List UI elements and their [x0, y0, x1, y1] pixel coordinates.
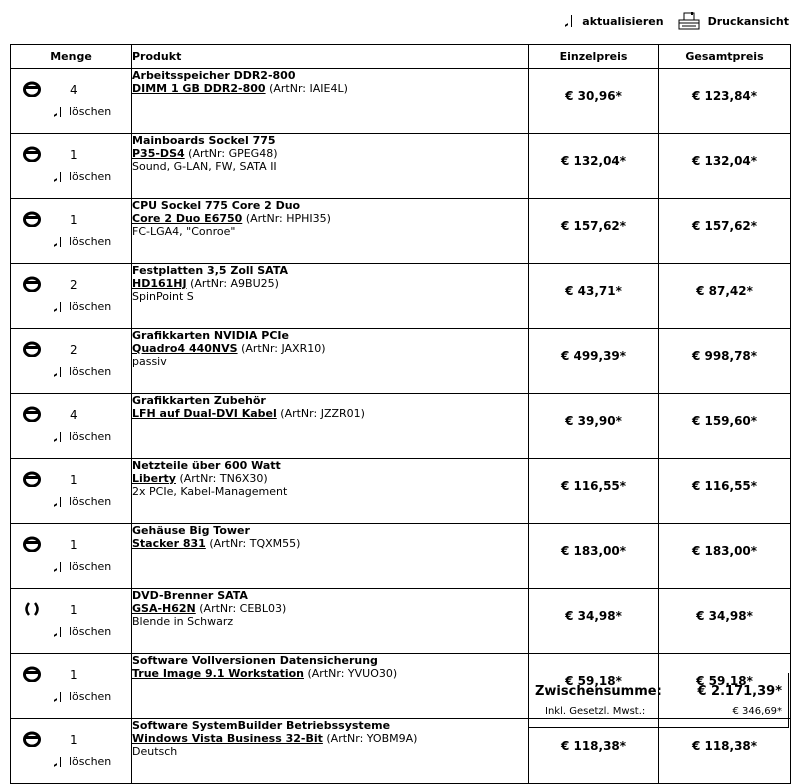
product-cell: [132, 264, 529, 329]
printer-icon: [678, 12, 700, 30]
product-link[interactable]: HD161HJ: [132, 277, 187, 290]
quantity-value[interactable]: 1: [70, 733, 78, 747]
unit-price: € 59,18*: [529, 654, 659, 719]
quantity-select-icon[interactable]: [23, 471, 41, 487]
quantity-select-icon[interactable]: [23, 146, 41, 162]
quantity-cell: [11, 134, 132, 199]
product-description: Blende in Schwarz: [132, 615, 234, 628]
cart-header-row: [11, 45, 791, 69]
delete-icon: [54, 692, 63, 702]
unit-price: € 116,55*: [529, 459, 659, 524]
quantity-select-icon[interactable]: [23, 731, 41, 747]
print-view-link[interactable]: [678, 12, 789, 30]
header-total-price: Gesamtpreis: [659, 45, 791, 69]
product-article-number: (ArtNr: JZZR01): [280, 407, 365, 420]
product-link[interactable]: Core 2 Duo E6750: [132, 212, 243, 225]
cart-row: [11, 589, 791, 654]
cart-row: [11, 264, 791, 329]
delete-label: löschen: [69, 300, 112, 313]
unit-price: € 183,00*: [529, 524, 659, 589]
unit-price: € 118,38*: [529, 719, 659, 784]
total-price: € 159,60*: [659, 394, 791, 459]
quantity-cell: [11, 654, 132, 719]
product-category: Grafikkarten Zubehör: [132, 394, 266, 407]
product-article-number: (ArtNr: JAXR10): [241, 342, 326, 355]
quantity-select-open-icon[interactable]: [23, 601, 41, 617]
total-price: € 116,55*: [659, 459, 791, 524]
vat-value: € 346,69*: [732, 706, 782, 717]
delete-link[interactable]: [54, 170, 111, 183]
product-article-number: (ArtNr: CEBL03): [199, 602, 287, 615]
total-price: € 183,00*: [659, 524, 791, 589]
header-quantity: Menge: [11, 45, 132, 69]
product-link[interactable]: Quadro4 440NVS: [132, 342, 238, 355]
refresh-label: aktualisieren: [582, 14, 664, 28]
cart-row: [11, 459, 791, 524]
delete-link[interactable]: [54, 560, 111, 573]
unit-price: € 34,98*: [529, 589, 659, 654]
product-category: DVD-Brenner SATA: [132, 589, 248, 602]
subtotal-label: Zwischensumme:: [535, 684, 662, 699]
delete-icon: [54, 757, 63, 767]
vat-row: [535, 706, 782, 717]
product-article-number: (ArtNr: GPEG48): [188, 147, 278, 160]
total-price: € 59,18*: [659, 654, 791, 719]
quantity-select-icon[interactable]: [23, 341, 41, 357]
delete-link[interactable]: [54, 430, 111, 443]
quantity-value[interactable]: 2: [70, 278, 78, 292]
delete-icon: [54, 172, 63, 182]
product-link[interactable]: DIMM 1 GB DDR2-800: [132, 82, 266, 95]
product-description: passiv: [132, 355, 167, 368]
product-article-number: (ArtNr: HPHI35): [245, 212, 331, 225]
product-article-number: (ArtNr: IAIE4L): [269, 82, 348, 95]
product-cell: [132, 654, 529, 719]
product-article-number: (ArtNr: TQXM55): [209, 537, 301, 550]
delete-label: löschen: [69, 755, 112, 768]
quantity-cell: [11, 69, 132, 134]
cart-row: [11, 69, 791, 134]
total-price: € 998,78*: [659, 329, 791, 394]
quantity-select-icon[interactable]: [23, 666, 41, 682]
product-description: Sound, G-LAN, FW, SATA II: [132, 160, 277, 173]
subtotal-value: € 2.171,39*: [697, 684, 782, 699]
product-cell: [132, 524, 529, 589]
product-cell: [132, 134, 529, 199]
cart-row: [11, 394, 791, 459]
delete-label: löschen: [69, 690, 112, 703]
delete-label: löschen: [69, 105, 112, 118]
product-cell: [132, 394, 529, 459]
product-cell: [132, 69, 529, 134]
quantity-select-icon[interactable]: [23, 211, 41, 227]
delete-link[interactable]: [54, 105, 111, 118]
delete-icon: [54, 497, 63, 507]
refresh-link[interactable]: [565, 15, 663, 28]
unit-price: € 157,62*: [529, 199, 659, 264]
product-category: Software SystemBuilder Betriebssysteme: [132, 719, 391, 732]
delete-link[interactable]: [54, 690, 111, 703]
product-article-number: (ArtNr: TN6X30): [179, 472, 268, 485]
quantity-cell: [11, 719, 132, 784]
quantity-cell: [11, 329, 132, 394]
delete-label: löschen: [69, 495, 112, 508]
delete-icon: [54, 432, 63, 442]
product-article-number: (ArtNr: A9BU25): [190, 277, 279, 290]
cart-row: [11, 524, 791, 589]
product-cell: [132, 329, 529, 394]
product-article-number: (ArtNr: YVUO30): [307, 667, 398, 680]
product-link[interactable]: Windows Vista Business 32-Bit: [132, 732, 323, 745]
product-description: Deutsch: [132, 745, 178, 758]
total-price: € 132,04*: [659, 134, 791, 199]
quantity-value[interactable]: 1: [70, 603, 78, 617]
quantity-value[interactable]: 1: [70, 538, 78, 552]
delete-link[interactable]: [54, 235, 111, 248]
toolbar: [565, 10, 789, 32]
quantity-select-icon[interactable]: [23, 406, 41, 422]
quantity-value[interactable]: 1: [70, 148, 78, 162]
cart-row: [11, 329, 791, 394]
unit-price: € 30,96*: [529, 69, 659, 134]
product-cell: [132, 199, 529, 264]
delete-label: löschen: [69, 235, 112, 248]
cart-row: [11, 199, 791, 264]
quantity-cell: [11, 264, 132, 329]
product-cell: [132, 589, 529, 654]
delete-link[interactable]: [54, 300, 111, 313]
quantity-cell: [11, 589, 132, 654]
product-description: SpinPoint S: [132, 290, 194, 303]
quantity-select-icon[interactable]: [23, 536, 41, 552]
print-view-label: Druckansicht: [707, 14, 789, 28]
delete-label: löschen: [69, 560, 112, 573]
quantity-value[interactable]: 2: [70, 343, 78, 357]
quantity-select-icon[interactable]: [23, 276, 41, 292]
header-unit-price: Einzelpreis: [529, 45, 659, 69]
totals-box: [528, 673, 789, 728]
delete-label: löschen: [69, 170, 112, 183]
total-price: € 34,98*: [659, 589, 791, 654]
product-cell: [132, 459, 529, 524]
unit-price: € 43,71*: [529, 264, 659, 329]
product-link[interactable]: LFH auf Dual-DVI Kabel: [132, 407, 277, 420]
product-category: Arbeitsspeicher DDR2-800: [132, 69, 296, 82]
quantity-value[interactable]: 1: [70, 668, 78, 682]
header-product: Produkt: [132, 45, 529, 69]
quantity-value[interactable]: 4: [70, 83, 78, 97]
total-price: € 87,42*: [659, 264, 791, 329]
product-category: CPU Sockel 775 Core 2 Duo: [132, 199, 301, 212]
quantity-cell: [11, 459, 132, 524]
total-price: € 123,84*: [659, 69, 791, 134]
product-article-number: (ArtNr: YOBM9A): [326, 732, 418, 745]
product-category: Software Vollversionen Datensicherung: [132, 654, 378, 667]
unit-price: € 39,90*: [529, 394, 659, 459]
product-description: FC-LGA4, "Conroe": [132, 225, 236, 238]
delete-link[interactable]: [54, 755, 111, 768]
refresh-icon: [565, 15, 574, 27]
unit-price: € 499,39*: [529, 329, 659, 394]
product-link[interactable]: Stacker 831: [132, 537, 206, 550]
quantity-value[interactable]: 1: [70, 473, 78, 487]
delete-label: löschen: [69, 365, 112, 378]
subtotal-row: [535, 684, 782, 699]
quantity-cell: [11, 199, 132, 264]
total-price: € 118,38*: [659, 719, 791, 784]
delete-icon: [54, 627, 63, 637]
cart-row: [11, 134, 791, 199]
quantity-cell: [11, 524, 132, 589]
quantity-value[interactable]: 1: [70, 213, 78, 227]
quantity-cell: [11, 394, 132, 459]
vat-label: Inkl. Gesetzl. Mwst.:: [545, 706, 646, 717]
delete-link[interactable]: [54, 625, 111, 638]
delete-label: löschen: [69, 430, 112, 443]
product-category: Festplatten 3,5 Zoll SATA: [132, 264, 289, 277]
delete-icon: [54, 367, 63, 377]
delete-icon: [54, 562, 63, 572]
delete-icon: [54, 302, 63, 312]
delete-label: löschen: [69, 625, 112, 638]
product-category: Netzteile über 600 Watt: [132, 459, 281, 472]
product-category: Grafikkarten NVIDIA PCIe: [132, 329, 289, 342]
product-cell: [132, 719, 529, 784]
total-price: € 157,62*: [659, 199, 791, 264]
delete-link[interactable]: [54, 495, 111, 508]
delete-icon: [54, 237, 63, 247]
product-category: Gehäuse Big Tower: [132, 524, 250, 537]
quantity-value[interactable]: 4: [70, 408, 78, 422]
product-link[interactable]: Liberty: [132, 472, 176, 485]
cart-row: [11, 719, 791, 784]
delete-icon: [54, 107, 63, 117]
product-link[interactable]: P35-DS4: [132, 147, 185, 160]
delete-link[interactable]: [54, 365, 111, 378]
unit-price: € 132,04*: [529, 134, 659, 199]
product-link[interactable]: True Image 9.1 Workstation: [132, 667, 304, 680]
product-link[interactable]: GSA-H62N: [132, 602, 196, 615]
quantity-select-icon[interactable]: [23, 81, 41, 97]
product-description: 2x PCIe, Kabel-Management: [132, 485, 288, 498]
product-category: Mainboards Sockel 775: [132, 134, 276, 147]
